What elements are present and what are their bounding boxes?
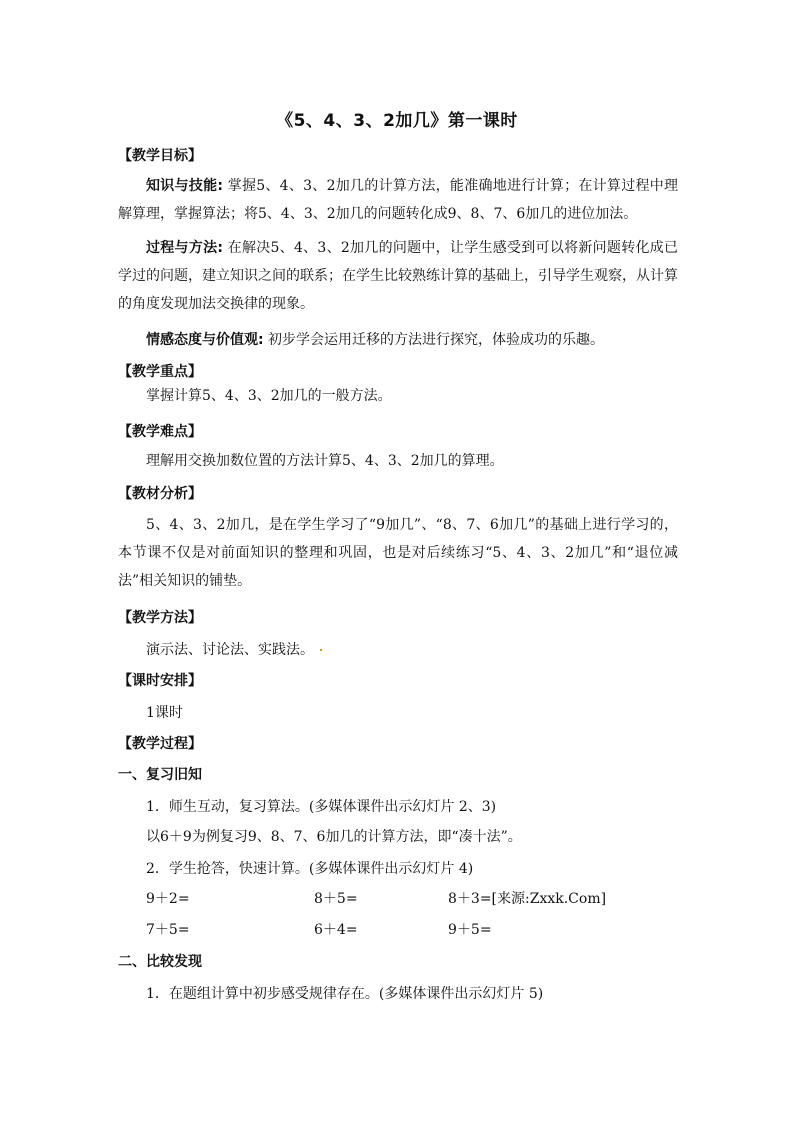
stray-dot-mark [320,649,322,651]
equation: 9＋2= [146,891,190,907]
goal-process-paragraph [118,234,678,318]
goal-knowledge-paragraph [118,172,678,228]
part1-heading: 一、复习旧知 [118,767,202,783]
part1-item1-sub: 以6＋9为例复习9、8、7、6加几的计算方法，即“凑十法”。 [146,829,522,845]
equation: 8＋5= [314,891,358,907]
key-points-text: 掌握计算5、4、3、2加几的一般方法。 [146,388,392,404]
methods-text: 演示法、讨论法、实践法。 [146,642,314,658]
heading-teaching-methods: 【教学方法】 [118,610,202,626]
schedule-text: 1课时 [146,705,183,721]
equation: 9＋5= [448,922,492,938]
equation: 6＋4= [314,922,358,938]
heading-material-analysis: 【教材分析】 [118,486,202,502]
goal-knowledge-label: 知识与技能: [146,178,223,194]
heading-schedule: 【课时安排】 [118,673,202,689]
heading-teaching-process: 【教学过程】 [118,736,202,752]
part1-item2: 2．学生抢答，快速计算。(多媒体课件出示幻灯片 4) [146,861,474,877]
methods-line [146,640,322,660]
page-title: 《5、4、3、2加几》第一课时 [276,111,518,131]
difficulties-text: 理解用交换加数位置的方法计算5、4、3、2加几的算理。 [146,453,504,469]
heading-difficulties: 【教学难点】 [118,424,202,440]
part1-item1: 1．师生互动，复习算法。(多媒体课件出示幻灯片 2、3) [146,799,497,815]
goal-emotion-paragraph [118,326,678,354]
part2-item1: 1．在题组计算中初步感受规律存在。(多媒体课件出示幻灯片 5) [146,986,544,1002]
heading-key-points: 【教学重点】 [118,364,202,380]
goal-emotion-text: 初步学会运用迁移的方法进行探究，体验成功的乐趣。 [263,332,605,348]
goal-knowledge-text: 掌握5、4、3、2加几的计算方法，能准确地进行计算；在计算过程中理解算理，掌握算法；将5、4、3、2加几的问题转化成9、8、7、6加几的进位加法。 [118,178,679,222]
part2-heading: 二、比较发现 [118,954,202,970]
goal-process-label: 过程与方法: [146,240,223,256]
goal-emotion-label: 情感态度与价值观: [146,332,264,348]
equation: 8＋3=[来源:Zxxk.Com] [448,891,607,907]
material-analysis-text: 5、4、3、2加几，是在学生学习了“9加几”、“8、7、6加几”的基础上进行学习的，本节课不仅是对前面知识的整理和巩固，也是对后续练习“5、4、3、2加几”和“退位减法”相关知识的铺垫。 [118,517,678,589]
heading-teaching-goals: 【教学目标】 [118,148,202,164]
goal-process-text: 在解决5、4、3、2加几的问题中，让学生感受到可以将新问题转化成已学过的问题，建立知识之间的联系；在学生比较熟练计算的基础上，引导学生观察，从计算的角度发现加法交换律的现象。 [118,240,679,312]
equation: 7＋5= [146,922,190,938]
